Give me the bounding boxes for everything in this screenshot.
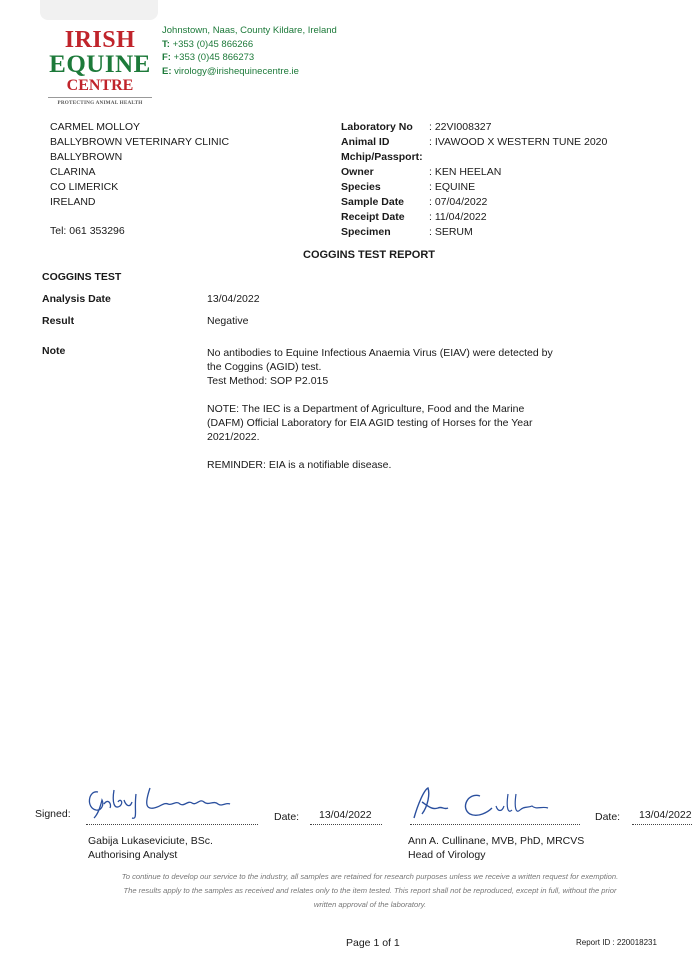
signatory-name: Ann A. Cullinane, MVB, PhD, MRCVS <box>408 835 585 847</box>
top-tab <box>40 0 158 20</box>
note-paragraph: No antibodies to Equine Infectious Anaemia Virus (EIAV) were detected by the Coggins (AGID) test. Test Method: SOP P2.015 <box>207 347 553 387</box>
date-line-right <box>632 824 692 825</box>
note-paragraph: NOTE: The IEC is a Department of Agriculture, Food and the Marine (DAFM) Official Laboratory for EIA AGID testing of Horses for the Year 2021/2022. <box>207 403 533 443</box>
note-reminder: REMINDER: EIA is a notifiable disease. <box>207 459 392 471</box>
report-id: Report ID : 220018231 <box>576 938 657 947</box>
address-line: BALLYBROWN VETERINARY CLINIC <box>50 136 230 148</box>
date-value-left: 13/04/2022 <box>319 809 372 821</box>
signature-left <box>84 780 244 820</box>
disclaimer <box>60 870 680 912</box>
info-row-mchip: Mchip/Passport: <box>341 151 423 163</box>
info-row-lab-no: Laboratory No : 22VI008327 <box>341 121 492 133</box>
report-title: COGGINS TEST REPORT <box>303 249 436 261</box>
analysis-date-label: Analysis Date <box>42 293 111 305</box>
signatory-name: Gabija Lukaseviciute, BSc. <box>88 835 213 847</box>
recipient-address <box>50 120 229 210</box>
logo-word-centre: CENTRE <box>66 77 134 94</box>
signed-label: Signed: <box>35 808 71 820</box>
disclaimer-line: The results apply to the samples as received and relates only to the item tested. This report shall not be reproduced, except in full, without the prior <box>123 886 617 895</box>
signatory-title: Head of Virology <box>408 849 486 861</box>
logo-word-equine: EQUINE <box>49 51 151 78</box>
result-label: Result <box>42 315 75 327</box>
info-row-species: Species : EQUINE <box>341 181 476 193</box>
result-value: Negative <box>207 315 249 327</box>
address-line: CO LIMERICK <box>50 181 119 193</box>
info-row-specimen: Specimen : SERUM <box>341 226 473 238</box>
lab-phone: T: +353 (0)45 866266 <box>162 38 254 50</box>
lab-info-table <box>341 121 607 241</box>
logo-tagline: PROTECTING ANIMAL HEALTH <box>48 97 152 106</box>
signature-right <box>408 784 568 824</box>
lab-email[interactable]: E: virology@irishequinecentre.ie <box>162 65 299 77</box>
address-line: IRELAND <box>50 196 96 208</box>
address-line: CARMEL MOLLOY <box>50 121 141 133</box>
note-label: Note <box>42 345 66 357</box>
date-line-left <box>310 824 382 825</box>
info-row-animal-id: Animal ID : IVAWOOD X WESTERN TUNE 2020 <box>341 136 608 148</box>
address-line: BALLYBROWN <box>50 151 123 163</box>
signatory-right <box>408 834 584 862</box>
recipient-tel: Tel: 061 353296 <box>50 225 125 237</box>
test-heading: COGGINS TEST <box>42 271 122 283</box>
lab-fax: F: +353 (0)45 866273 <box>162 52 255 63</box>
disclaimer-line: To continue to develop our service to the industry, all samples are retained for research purposes unless we receive a written request for exemption. <box>121 872 619 881</box>
logo-word-irish: IRISH <box>64 27 136 53</box>
signatory-title: Authorising Analyst <box>88 849 178 861</box>
analysis-date-value: 13/04/2022 <box>207 293 260 305</box>
contact-block <box>162 24 337 78</box>
date-label-right: Date: <box>595 811 621 823</box>
info-row-receipt-date: Receipt Date : 11/04/2022 <box>341 211 487 223</box>
iec-logo <box>48 22 152 106</box>
address-line: CLARINA <box>50 166 96 178</box>
lab-address: Johnstown, Naas, County Kildare, Ireland <box>162 25 337 36</box>
signature-line-left <box>86 824 258 825</box>
signature-line-right <box>410 824 580 825</box>
note-body <box>207 346 587 486</box>
info-row-sample-date: Sample Date : 07/04/2022 <box>341 196 488 208</box>
signatory-left <box>88 834 213 862</box>
disclaimer-line: written approval of the laboratory. <box>313 900 427 909</box>
date-label-left: Date: <box>274 811 300 823</box>
page-number: Page 1 of 1 <box>346 937 400 949</box>
info-row-owner: Owner : KEN HEELAN <box>341 166 502 178</box>
date-value-right: 13/04/2022 <box>639 809 692 821</box>
